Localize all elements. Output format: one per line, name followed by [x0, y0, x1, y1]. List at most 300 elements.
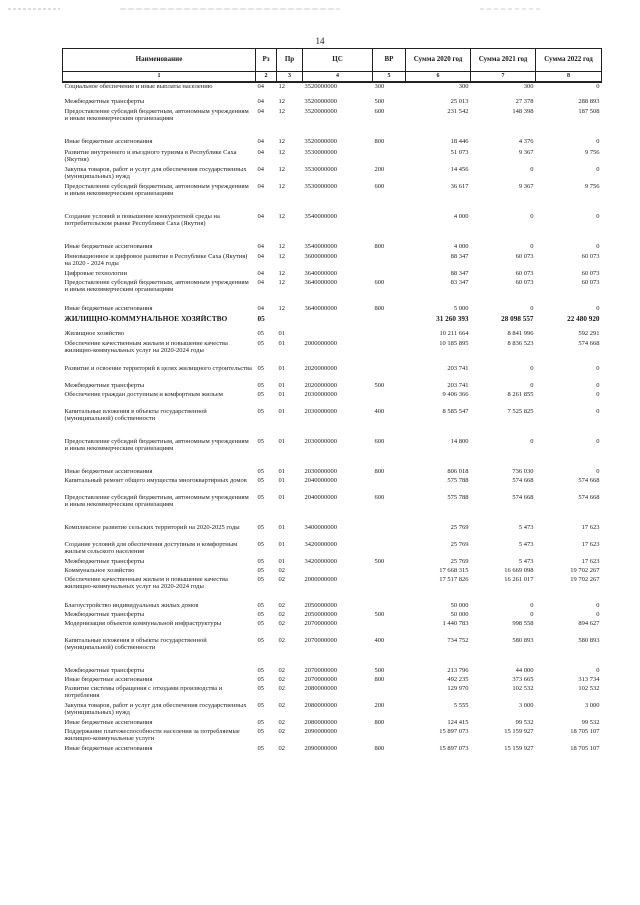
row-name: Предоставление субсидий бюджетным, автономным учреждениям и иным некоммерческим организациям	[64, 437, 249, 452]
row-cs: 2030000000	[304, 437, 337, 445]
row-sum-2021: 15 159 927	[504, 727, 534, 735]
table-row	[63, 719, 602, 728]
row-pr: 12	[278, 304, 285, 312]
row-sum-2022: 0	[596, 437, 600, 445]
row-rz: 05	[257, 364, 264, 372]
row-sum-2022: 313 734	[578, 675, 600, 683]
row-vr	[373, 213, 406, 243]
row-pr: 01	[278, 329, 285, 337]
row-vr	[373, 576, 406, 602]
row-rz: 05	[257, 467, 264, 475]
table-row	[63, 494, 602, 524]
row-name: Закупка товаров, работ и услуг для обеспечения государственных (муниципальных) нужд	[64, 701, 247, 716]
row-name: Иные бюджетные ассигнования	[64, 718, 153, 726]
row-sum-2021: 16 261 017	[504, 575, 534, 583]
row-pr: 02	[278, 744, 285, 752]
table-row	[63, 149, 602, 166]
row-name: Создание условий и повышение конкурентной среды на потребительском рынке Республики Саха (Якутия)	[64, 212, 220, 227]
row-sum-2022: 0	[596, 212, 600, 220]
table-row	[63, 667, 602, 676]
row-cs: 3540000000	[304, 212, 337, 220]
row-pr: 01	[278, 437, 285, 445]
row-name: Обеспечение качественным жильем и повышение качества жилищно-коммунальных услуг на 2020-2024 годы	[64, 339, 228, 354]
row-vr	[373, 315, 406, 330]
row-rz: 05	[257, 390, 264, 398]
row-sum-2020: 575 788	[447, 476, 469, 484]
row-pr: 01	[278, 493, 285, 501]
row-cs: 3400000000	[304, 523, 337, 531]
row-sum-2020: 15 897 073	[439, 744, 469, 752]
row-sum-2020: 50 000	[450, 610, 469, 618]
row-cs: 2080000000	[304, 701, 337, 709]
row-sum-2020: 36 617	[450, 182, 469, 190]
row-pr: 12	[278, 252, 285, 260]
row-rz: 05	[257, 636, 264, 644]
row-rz: 04	[257, 304, 264, 312]
row-sum-2020: 14 800	[450, 437, 469, 445]
row-vr: 800	[374, 242, 385, 250]
row-name: Поддержание платежеспособности населения за потребляемые жилищно-коммунальные услуги	[64, 727, 240, 742]
row-sum-2022: 0	[596, 390, 600, 398]
row-sum-2022: 3 000	[584, 701, 600, 709]
header-cs: ЦС	[303, 49, 373, 72]
row-pr: 02	[278, 601, 285, 609]
row-vr	[373, 567, 406, 576]
row-rz: 05	[257, 684, 264, 692]
row-pr: 02	[278, 727, 285, 735]
colnum-2: 2	[256, 72, 277, 82]
row-pr: 12	[278, 278, 285, 286]
row-cs: 2090000000	[304, 744, 337, 752]
row-sum-2020: 10 185 895	[439, 339, 469, 347]
row-rz: 04	[257, 148, 264, 156]
row-rz: 05	[257, 701, 264, 709]
row-vr: 600	[374, 493, 385, 501]
row-sum-2022: 99 532	[581, 718, 600, 726]
row-rz: 04	[257, 212, 264, 220]
row-cs: 3640000000	[304, 269, 337, 277]
row-sum-2021: 16 669 098	[504, 566, 534, 574]
row-pr: 02	[278, 619, 285, 627]
row-sum-2022: 0	[596, 304, 600, 312]
row-pr: 02	[278, 675, 285, 683]
row-vr: 500	[374, 381, 385, 389]
row-sum-2022: 18 705 107	[570, 744, 600, 752]
row-sum-2021: 60 073	[515, 278, 534, 286]
row-name: Предоставление субсидий бюджетным, автономным учреждениям и иным некоммерческим организациям	[64, 278, 249, 293]
row-cs: 2070000000	[304, 636, 337, 644]
row-pr: 02	[278, 566, 285, 574]
row-sum-2020: 50 000	[450, 601, 469, 609]
row-pr: 12	[278, 97, 285, 105]
row-cs: 2070000000	[304, 675, 337, 683]
table-row	[63, 138, 602, 149]
row-name: Социальное обеспечение и иные выплаты населению	[64, 82, 213, 90]
row-sum-2021: 0	[530, 242, 534, 250]
row-vr: 200	[374, 701, 385, 709]
row-cs: 3540000000	[304, 242, 337, 250]
row-sum-2021: 27 378	[515, 97, 534, 105]
colnum-4: 4	[303, 72, 373, 82]
row-sum-2021: 0	[530, 601, 534, 609]
row-pr: 12	[278, 107, 285, 115]
table-row	[63, 558, 602, 567]
row-rz: 04	[257, 242, 264, 250]
row-sum-2020: 17 668 315	[439, 566, 469, 574]
row-cs: 2040000000	[304, 476, 337, 484]
row-pr: 12	[278, 165, 285, 173]
row-sum-2020: 9 406 366	[442, 390, 469, 398]
row-rz: 05	[257, 523, 264, 531]
row-sum-2021: 9 367	[518, 148, 534, 156]
row-sum-2021: 580 893	[512, 636, 534, 644]
row-sum-2020: 124 415	[447, 718, 469, 726]
row-sum-2022: 9 756	[584, 182, 600, 190]
row-sum-2021: 0	[530, 304, 534, 312]
row-rz: 04	[257, 82, 264, 90]
row-cs: 3520000000	[304, 97, 337, 105]
row-sum-2020: 575 788	[447, 493, 469, 501]
row-pr: 12	[278, 182, 285, 190]
row-pr: 12	[278, 212, 285, 220]
row-vr	[373, 270, 406, 279]
row-name: ЖИЛИЩНО-КОММУНАЛЬНОЕ ХОЗЯЙСТВО	[64, 314, 228, 323]
table-row	[63, 98, 602, 108]
row-name: Иные бюджетные ассигнования	[64, 744, 153, 752]
row-rz: 05	[257, 718, 264, 726]
row-name: Капитальные вложения в объекты государственной (муниципальной) собственности	[64, 407, 207, 422]
row-name: Межбюджетные трансферты	[64, 97, 145, 105]
row-rz: 05	[257, 540, 264, 548]
row-sum-2020: 1 440 783	[442, 619, 469, 627]
row-cs: 2030000000	[304, 407, 337, 415]
row-rz: 05	[257, 666, 264, 674]
row-cs: 2000000000	[304, 575, 337, 583]
header-sum-2020: Сумма 2020 год	[406, 49, 471, 72]
row-sum-2022: 19 702 267	[570, 566, 600, 574]
row-sum-2020: 83 347	[450, 278, 469, 286]
row-sum-2021: 0	[530, 381, 534, 389]
table-row	[63, 243, 602, 253]
row-sum-2022: 580 893	[578, 636, 600, 644]
row-vr	[373, 330, 406, 340]
row-rz: 04	[257, 107, 264, 115]
row-vr: 500	[374, 557, 385, 565]
row-sum-2020: 806 018	[447, 467, 469, 475]
row-sum-2022: 17 623	[581, 523, 600, 531]
row-rz: 04	[257, 252, 264, 260]
row-vr: 800	[374, 675, 385, 683]
row-pr: 02	[278, 718, 285, 726]
row-pr: 01	[278, 339, 285, 347]
row-sum-2021: 28 098 557	[501, 314, 534, 323]
row-sum-2021: 8 836 523	[507, 339, 534, 347]
table-row	[63, 728, 602, 745]
row-vr	[373, 541, 406, 558]
row-sum-2021: 0	[530, 165, 534, 173]
row-cs: 2040000000	[304, 493, 337, 501]
row-rz: 04	[257, 165, 264, 173]
row-name: Закупка товаров, работ и услуг для обеспечения государственных (муниципальных) нужд	[64, 165, 247, 180]
row-sum-2022: 0	[596, 82, 600, 90]
row-rz: 05	[257, 557, 264, 565]
row-sum-2021: 300	[523, 82, 534, 90]
row-sum-2020: 129 970	[447, 684, 469, 692]
row-cs: 3420000000	[304, 540, 337, 548]
table-row	[63, 270, 602, 279]
table-row	[63, 745, 602, 754]
row-sum-2021: 7 525 825	[507, 407, 534, 415]
row-sum-2022: 574 668	[578, 493, 600, 501]
row-sum-2022: 60 073	[581, 278, 600, 286]
row-vr	[373, 340, 406, 365]
row-sum-2020: 88 347	[450, 252, 469, 260]
row-sum-2020: 25 013	[450, 97, 469, 105]
table-row	[63, 213, 602, 243]
row-name: Иные бюджетные ассигнования	[64, 304, 153, 312]
row-sum-2021: 998 558	[512, 619, 534, 627]
table-row	[63, 468, 602, 477]
row-sum-2022: 0	[596, 165, 600, 173]
row-sum-2022: 0	[596, 137, 600, 145]
row-name: Обеспечение граждан доступным и комфортным жильем	[64, 390, 223, 398]
row-pr: 12	[278, 269, 285, 277]
row-cs: 2050000000	[304, 601, 337, 609]
row-name: Обеспечение качественным жильем и повышение качества жилищно-коммунальных услуг на 2020-2024 годы	[64, 575, 228, 590]
row-name: Жилищное хозяйство	[64, 329, 125, 337]
row-cs: 3600000000	[304, 252, 337, 260]
row-sum-2021: 0	[530, 212, 534, 220]
row-vr	[373, 728, 406, 745]
header-sum-2021: Сумма 2021 год	[471, 49, 536, 72]
row-sum-2022: 574 668	[578, 339, 600, 347]
row-rz: 04	[257, 278, 264, 286]
row-vr	[373, 149, 406, 166]
header-vr: ВР	[373, 49, 406, 72]
table-row	[63, 382, 602, 391]
budget-table	[62, 48, 602, 754]
row-sum-2020: 4 000	[453, 212, 469, 220]
row-sum-2022: 894 627	[578, 619, 600, 627]
row-pr: 01	[278, 407, 285, 415]
table-row	[63, 524, 602, 541]
row-cs: 3530000000	[304, 165, 337, 173]
row-sum-2020: 88 347	[450, 269, 469, 277]
row-sum-2020: 51 073	[450, 148, 469, 156]
row-sum-2021: 5 473	[518, 523, 534, 531]
row-sum-2022: 592 291	[578, 329, 600, 337]
row-name: Межбюджетные трансферты	[64, 666, 145, 674]
table-row	[63, 365, 602, 382]
row-sum-2020: 213 796	[447, 666, 469, 674]
row-rz: 05	[257, 744, 264, 752]
row-cs: 3520000000	[304, 82, 337, 90]
row-name: Инновационное и цифровое развитие в Республике Саха (Якутия) на 2020 - 2024 годы	[64, 252, 248, 267]
row-sum-2020: 10 211 664	[439, 329, 469, 337]
row-pr: 12	[278, 137, 285, 145]
row-sum-2020: 5 555	[453, 701, 469, 709]
table-row	[63, 253, 602, 270]
colnum-6: 6	[406, 72, 471, 82]
row-cs: 2070000000	[304, 619, 337, 627]
row-rz: 04	[257, 269, 264, 277]
table-row	[63, 676, 602, 685]
row-sum-2021: 60 073	[515, 252, 534, 260]
row-sum-2021: 8 841 996	[507, 329, 534, 337]
row-sum-2021: 574 668	[512, 493, 534, 501]
row-vr: 300	[374, 82, 385, 90]
row-rz: 05	[257, 339, 264, 347]
row-sum-2022: 0	[596, 467, 600, 475]
row-sum-2020: 5 000	[453, 304, 469, 312]
row-vr: 400	[374, 636, 385, 644]
row-name: Иные бюджетные ассигнования	[64, 467, 153, 475]
header-sum-2022: Сумма 2022 год	[536, 49, 602, 72]
row-pr: 12	[278, 242, 285, 250]
row-sum-2020: 8 585 547	[442, 407, 469, 415]
row-sum-2022: 0	[596, 381, 600, 389]
row-pr: 02	[278, 666, 285, 674]
row-sum-2021: 99 532	[515, 718, 534, 726]
row-cs: 3640000000	[304, 278, 337, 286]
table-row	[63, 279, 602, 305]
row-cs: 2070000000	[304, 666, 337, 674]
row-vr	[373, 391, 406, 408]
row-cs: 2080000000	[304, 718, 337, 726]
row-sum-2021: 15 159 927	[504, 744, 534, 752]
row-vr: 600	[374, 437, 385, 445]
table-row	[63, 611, 602, 620]
row-sum-2021: 60 073	[515, 269, 534, 277]
table-row	[63, 330, 602, 340]
row-sum-2020: 25 769	[450, 540, 469, 548]
row-sum-2022: 18 705 107	[570, 727, 600, 735]
header-rz: Рз	[256, 49, 277, 72]
row-sum-2020: 203 741	[447, 364, 469, 372]
row-rz: 05	[257, 381, 264, 389]
row-name: Коммунальное хозяйство	[64, 566, 135, 574]
row-cs: 3520000000	[304, 107, 337, 115]
row-name: Иные бюджетные ассигнования	[64, 137, 153, 145]
row-rz: 05	[257, 476, 264, 484]
row-cs	[303, 315, 373, 330]
table-row	[63, 685, 602, 702]
row-sum-2020: 231 542	[447, 107, 469, 115]
row-sum-2022: 17 623	[581, 540, 600, 548]
row-vr: 800	[374, 744, 385, 752]
row-name: Иные бюджетные ассигнования	[64, 675, 153, 683]
row-sum-2022: 0	[596, 666, 600, 674]
row-sum-2020: 300	[458, 82, 469, 90]
row-vr: 600	[374, 107, 385, 115]
table-row	[63, 408, 602, 438]
row-sum-2021: 574 668	[512, 476, 534, 484]
table-row	[63, 477, 602, 494]
row-sum-2022: 22 480 920	[567, 314, 600, 323]
table-row	[63, 166, 602, 183]
table-row	[63, 637, 602, 667]
row-sum-2022: 9 756	[584, 148, 600, 156]
row-vr: 800	[374, 137, 385, 145]
row-sum-2022: 60 073	[581, 252, 600, 260]
row-sum-2020: 25 769	[450, 557, 469, 565]
table-row	[63, 183, 602, 213]
row-name: Цифровые технологии	[64, 269, 127, 277]
row-cs	[303, 330, 373, 340]
row-name: Капитальные вложения в объекты государственной (муниципальной) собственности	[64, 636, 207, 651]
table-row	[63, 576, 602, 602]
row-sum-2020: 492 235	[447, 675, 469, 683]
row-pr: 01	[278, 557, 285, 565]
colnum-1: 1	[63, 72, 256, 82]
row-sum-2022: 60 073	[581, 269, 600, 277]
row-vr: 800	[374, 718, 385, 726]
row-rz: 05	[257, 566, 264, 574]
row-cs: 2020000000	[304, 381, 337, 389]
row-sum-2020: 31 260 393	[436, 314, 469, 323]
row-pr: 02	[278, 701, 285, 709]
row-vr	[373, 602, 406, 611]
row-rz: 05	[257, 407, 264, 415]
row-pr: 02	[278, 575, 285, 583]
row-sum-2022: 0	[596, 242, 600, 250]
row-cs: 2030000000	[304, 467, 337, 475]
row-cs: 3640000000	[304, 304, 337, 312]
row-name: Модернизация объектов коммунальной инфраструктуры	[64, 619, 222, 627]
row-pr	[277, 315, 303, 330]
row-sum-2022: 0	[596, 364, 600, 372]
row-pr: 01	[278, 381, 285, 389]
row-rz: 05	[257, 601, 264, 609]
row-vr: 500	[374, 97, 385, 105]
row-rz: 05	[257, 329, 264, 337]
row-rz: 05	[257, 314, 265, 323]
row-cs: 3420000000	[304, 557, 337, 565]
table-row	[63, 541, 602, 558]
row-vr	[373, 685, 406, 702]
row-vr: 800	[374, 467, 385, 475]
row-vr	[373, 524, 406, 541]
row-rz: 05	[257, 575, 264, 583]
row-name: Комплексное развитие сельских территорий на 2020-2025 годы	[64, 523, 240, 531]
row-sum-2021: 8 261 855	[507, 390, 534, 398]
table-row	[63, 82, 602, 98]
row-sum-2020: 25 769	[450, 523, 469, 531]
row-cs: 3530000000	[304, 148, 337, 156]
row-rz: 05	[257, 437, 264, 445]
colnum-7: 7	[471, 72, 536, 82]
row-pr: 01	[278, 467, 285, 475]
row-pr: 01	[278, 523, 285, 531]
row-cs: 3520000000	[304, 137, 337, 145]
row-sum-2020: 203 741	[447, 381, 469, 389]
row-rz: 05	[257, 675, 264, 683]
row-vr: 800	[374, 304, 385, 312]
row-sum-2021: 0	[530, 437, 534, 445]
row-sum-2021: 736 030	[512, 467, 534, 475]
row-name: Развитие и освоение территорий в целях жилищного строительства	[64, 364, 252, 372]
row-name: Создание условий для обеспечения доступным и комфортным жильем сельского населения	[64, 540, 238, 555]
row-name: Капитальный ремонт общего имущества многоквартирных домов	[64, 476, 247, 484]
header-name: Наименование	[63, 49, 256, 72]
row-sum-2021: 0	[530, 610, 534, 618]
row-pr: 12	[278, 82, 285, 90]
row-name: Предоставление субсидий бюджетным, автономным учреждениям и иным некоммерческим организациям	[64, 493, 249, 508]
row-vr: 600	[374, 278, 385, 286]
row-vr: 200	[374, 165, 385, 173]
row-name: Иные бюджетные ассигнования	[64, 242, 153, 250]
row-cs: 3530000000	[304, 182, 337, 190]
